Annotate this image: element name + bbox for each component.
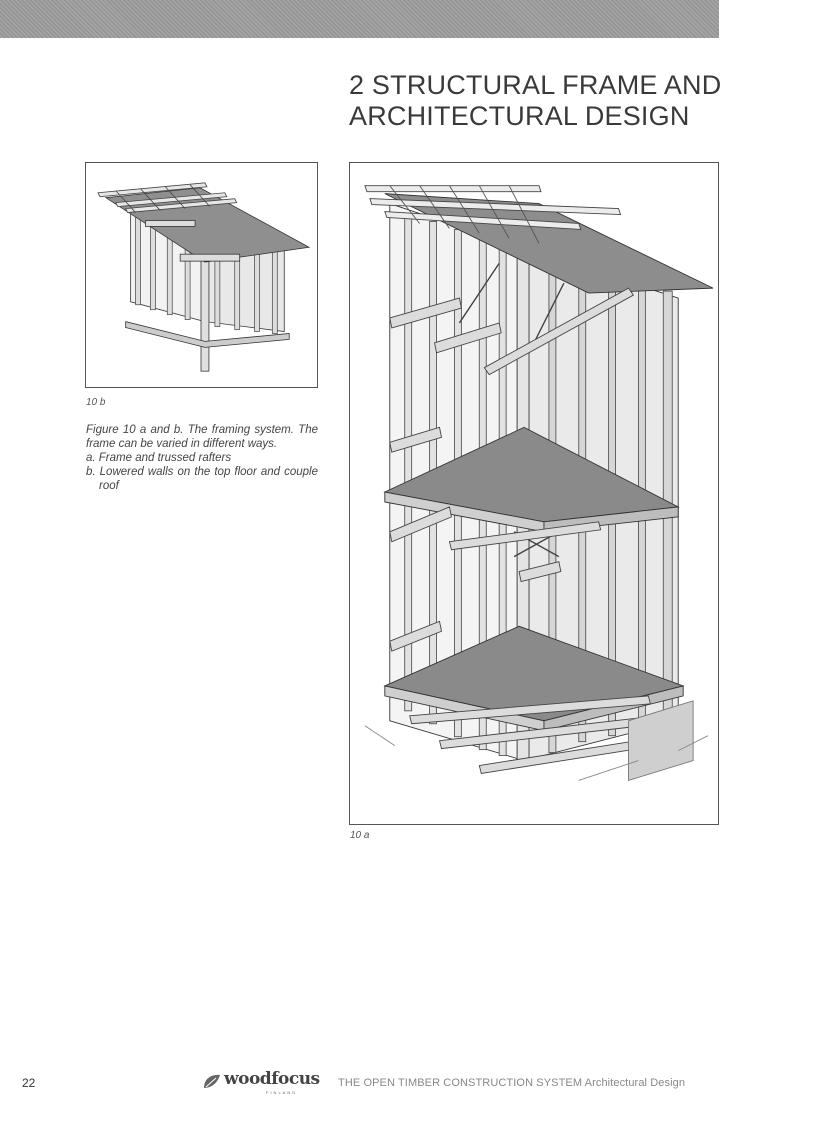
figure-10b-label: 10 b: [86, 397, 106, 408]
figure-10a-frame: [349, 162, 719, 825]
logo-subtext: FINLAND: [266, 1090, 298, 1095]
page-title-line-2: ARCHITECTURAL DESIGN: [349, 101, 690, 131]
figure-caption: [86, 423, 318, 493]
woodfocus-logo: [200, 1068, 325, 1096]
page-title-line-1: 2 STRUCTURAL FRAME AND: [349, 70, 722, 100]
woodfocus-leaf-icon: [200, 1070, 224, 1094]
figure-10a-illustration: [350, 163, 718, 824]
figure-10b-frame: [85, 162, 318, 388]
caption-list: [86, 451, 318, 493]
caption-item-b: b. Lowered walls on the top floor and couple roof: [86, 466, 318, 492]
figure-10b-illustration: [86, 163, 317, 387]
caption-item-a: a. Frame and trussed rafters: [86, 452, 232, 464]
header-band: [0, 0, 719, 38]
running-title: THE OPEN TIMBER CONSTRUCTION SYSTEM Architectural Design: [338, 1077, 686, 1089]
page-number: 22: [22, 1076, 36, 1090]
figure-10a-label: 10 a: [350, 830, 370, 841]
page-title: [349, 70, 769, 132]
logo-wordmark: woodfocus: [224, 1069, 320, 1089]
caption-intro: Figure 10 a and b. The framing system. The frame can be varied in different ways.: [86, 424, 318, 450]
